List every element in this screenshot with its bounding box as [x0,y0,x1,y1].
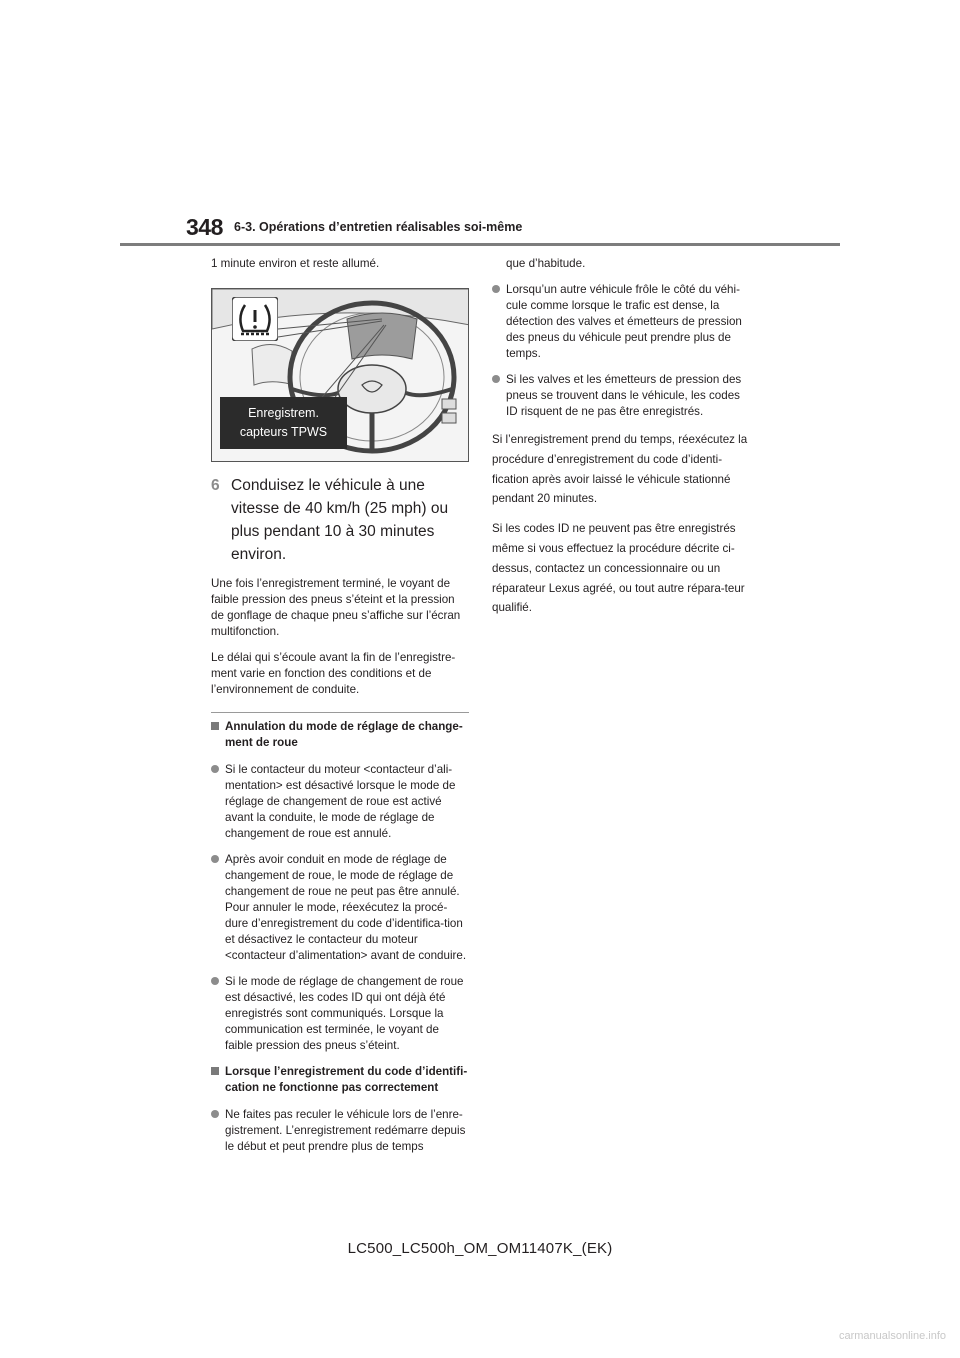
page-number: 348 [186,214,223,240]
round-bullet-icon [492,285,500,293]
list-item: Si le mode de réglage de changement de roue est désactivé, les codes ID qui ont déjà été enregistrés sont communiqués. Lorsque la communication est terminée, le voyant de faible pression des pneus s’éteint. [211,974,469,1054]
list-item: Après avoir conduit en mode de réglage de changement de roue, le mode de réglage de changement de roue ne peut pas être annulé. Pour annuler le mode, réexécutez la procé-dure d’enregistrement du code d’identifica-tion et désactivez le contacteur du moteur <contacteur d’alimentation> avant de conduire. [211,852,469,964]
round-bullet-icon [211,977,219,985]
round-bullet-icon [211,1110,219,1118]
paragraph-registration-delay: Le délai qui s’écoule avant la fin de l’enregistre-ment varie en fonction des conditions et de l’environnement de conduite. [211,651,456,696]
round-bullet-icon [492,375,500,383]
tire-pressure-warning-icon [232,297,278,346]
step-text: Conduisez le véhicule à une vitesse de 40 km/h (25 mph) ou plus pendant 10 à 30 minutes environ. [231,477,449,563]
square-bullet-icon [211,722,219,730]
continuation-text: que d’habitude. [506,257,586,270]
paragraph-registration-complete: Une fois l’enregistrement terminé, le voyant de faible pression des pneus s’éteint et la pression de gonflage de chaque pneu s’affiche sur l’écran multifonction. [211,577,461,638]
watermark: carmanualsonline.info [838,1330,946,1342]
step-number: 6 [211,477,220,494]
list-item: Ne faites pas reculer le véhicule lors de l’enre-gistrement. L’enregistrement redémarre depuis le début et peut prendre plus de temps [211,1107,469,1155]
header-rule [120,243,840,246]
left-column [211,256,469,1165]
document-code: LC500_LC500h_OM_OM11407K_(EK) [347,1240,613,1257]
step-6 [211,474,469,566]
list-item: Lorsqu’un autre véhicule frôle le côté du véhi-cule comme lorsque le trafic est dense, la détection des valves et émetteurs de pression des pneus du véhicule peut prendre plus de temps. [492,282,752,362]
paragraph-retry-registration: Si l’enregistrement prend du temps, réexécutez la procédure d’enregistrement du code d’identi-fication après avoir laissé le véhicule stationné pendant 20 minutes. [492,433,748,506]
tpws-registration-label: Enregistrem. capteurs TPWS [220,397,347,449]
section-heading-cancel-mode: Annulation du mode de réglage de change-ment de roue [211,719,469,751]
section-divider [211,712,469,713]
right-column [492,256,752,628]
round-bullet-icon [211,765,219,773]
list-item: Si le contacteur du moteur <contacteur d’ali-mentation> est désactivé lorsque le mode de réglage de changement de roue est activé avant la conduite, le mode de réglage de changement de roue est annulé. [211,762,469,842]
intro-text: 1 minute environ et reste allumé. [211,257,380,270]
section-heading-registration-fail: Lorsque l’enregistrement du code d’identifi-cation ne fonctionne pas correctement [211,1064,469,1096]
square-bullet-icon [211,1067,219,1075]
round-bullet-icon [211,855,219,863]
list-item: Si les valves et les émetteurs de pression des pneus se trouvent dans le véhicule, les codes ID risquent de ne pas être enregistrés. [492,372,752,420]
paragraph-contact-dealer: Si les codes ID ne peuvent pas être enregistrés même si vous effectuez la procédure décrite ci-dessus, contactez un concessionnaire ou un réparateur Lexus agréé, ou tout autre répara-teur qualifié. [492,522,745,615]
section-title: 6-3. Opérations d’entretien réalisables soi-même [234,220,523,234]
